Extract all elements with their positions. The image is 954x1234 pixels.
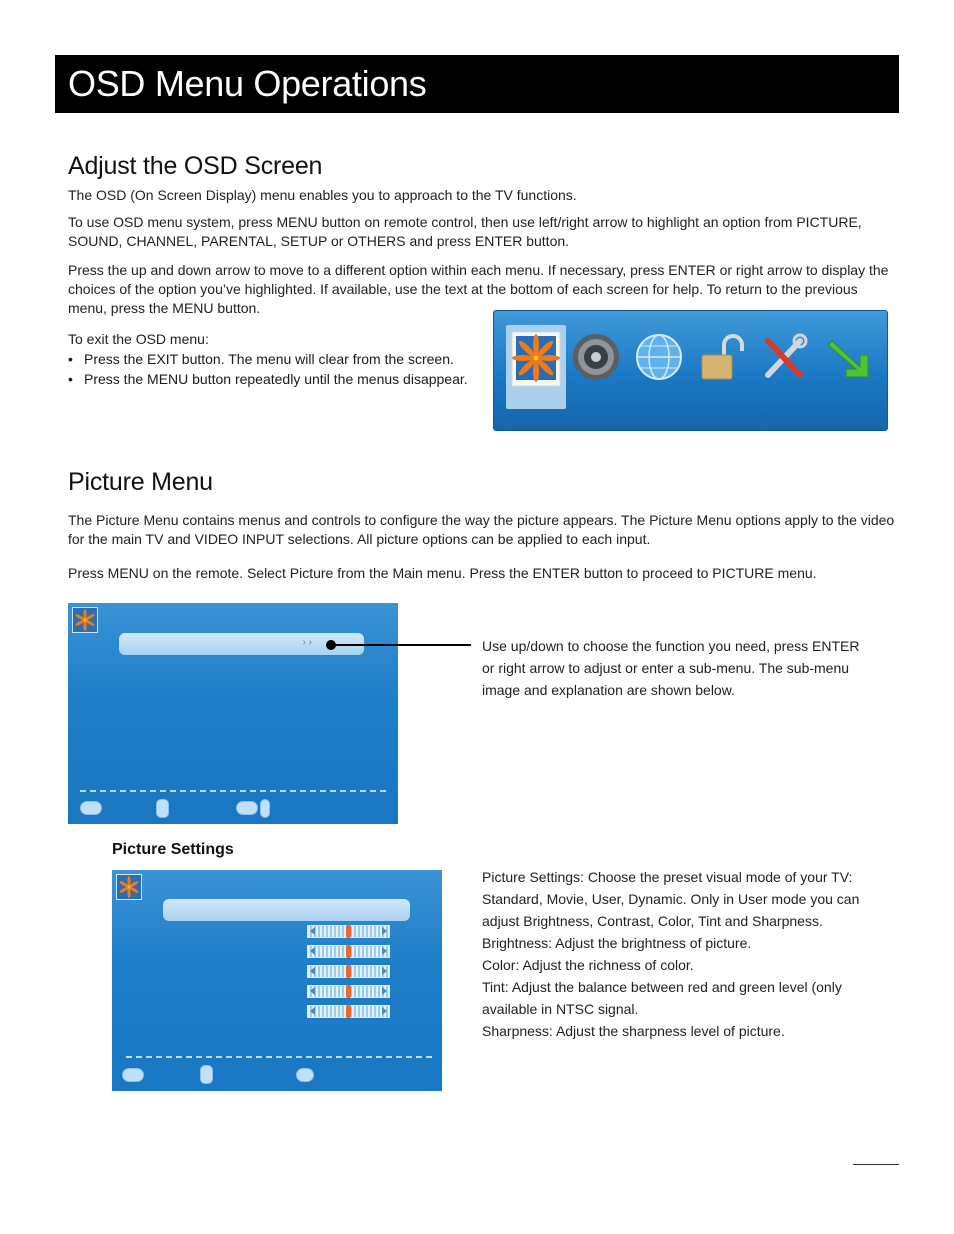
desc-line: Tint: Adjust the balance between red and green level (only available in NTSC signal. — [482, 979, 842, 1017]
osd-divider — [126, 1056, 432, 1058]
menu-key-indicator — [122, 1068, 144, 1082]
desc-line: Brightness: Adjust the brightness of picture. — [482, 935, 752, 951]
adjust-paragraph-3: Press the up and down arrow to move to a different option within each menu. If necessary, press ENTER or right arrow to display the choices of the option you’ve highlighted. If available, use the text at the bottom of each screen for help. To return to the previous menu, press the MENU button. — [68, 262, 889, 316]
adjust-paragraph-1: The OSD (On Screen Display) menu enables you to approach to the TV functions. — [68, 187, 577, 203]
header-banner — [55, 55, 899, 113]
slider-knob[interactable] — [346, 965, 351, 978]
picture-settings-heading: Picture Settings — [112, 841, 234, 858]
picture-icon — [511, 331, 561, 387]
parental-lock-icon — [698, 333, 746, 381]
picture-menu-callout: Use up/down to choose the function you need, press ENTER or right arrow to adjust or enter a sub-menu. The sub-menu image and explanation are shown below. — [482, 638, 860, 698]
page-title: OSD Menu Operations — [68, 63, 427, 104]
slider-knob[interactable] — [346, 945, 351, 958]
desc-line: Picture Settings: Choose the preset visual mode of your TV: Standard, Movie, User, Dynamic. Only in User mode you can adjust Brightness, Contrast, Color, Tint and Sharpness. — [482, 869, 860, 929]
leftright-key-indicator — [296, 1068, 314, 1082]
sound-speaker-icon — [572, 333, 620, 381]
slider-knob[interactable] — [346, 925, 351, 938]
sharpness-slider[interactable] — [307, 1005, 390, 1018]
callout-dot — [326, 640, 336, 650]
desc-line: Sharpness: Adjust the sharpness level of picture. — [482, 1023, 785, 1039]
picture-menu-paragraph-2: Press MENU on the remote. Select Picture from the Main menu. Press the ENTER button to proceed to PICTURE menu. — [68, 565, 817, 581]
slider-knob[interactable] — [346, 985, 351, 998]
exit-bullet-item: • Press the MENU button repeatedly until the menus disappear. — [68, 369, 488, 389]
exit-bullet-item: • Press the EXIT button. The menu will clear from the screen. — [68, 349, 488, 369]
main-menu-icon-bar — [493, 310, 888, 431]
exit-intro: To exit the OSD menu: — [68, 331, 209, 347]
picture-menu-paragraph-1: The Picture Menu contains menus and controls to configure the way the picture appears. The Picture Menu options apply to the video for the main TV and VIDEO INPUT selections. All picture options can be applied to each input. — [68, 512, 895, 547]
page-footer-rule — [853, 1164, 899, 1165]
setup-tools-icon — [760, 333, 808, 381]
right-key-indicator — [260, 799, 270, 818]
section-heading-adjust: Adjust the OSD Screen — [68, 152, 323, 180]
slider-knob[interactable] — [346, 1005, 351, 1018]
updown-key-indicator — [156, 799, 169, 818]
picture-settings-osd-image — [112, 870, 442, 1091]
picture-icon — [116, 874, 142, 900]
submenu-arrows: › › — [302, 637, 312, 648]
callout-line — [331, 644, 471, 646]
desc-line: Color: Adjust the richness of color. — [482, 957, 694, 973]
picture-menu-osd-image — [68, 603, 398, 824]
section-heading-picture-menu: Picture Menu — [68, 468, 213, 496]
osd-divider — [80, 790, 386, 792]
highlighted-setting-item[interactable] — [163, 899, 410, 921]
picture-settings-description — [482, 866, 877, 1042]
contrast-slider[interactable] — [307, 945, 390, 958]
others-arrow-icon — [824, 333, 872, 381]
color-slider[interactable] — [307, 965, 390, 978]
tint-slider[interactable] — [307, 985, 390, 998]
enter-key-indicator — [236, 801, 258, 815]
brightness-slider[interactable] — [307, 925, 390, 938]
channel-globe-icon — [635, 333, 683, 381]
menu-key-indicator — [80, 801, 102, 815]
exit-bullet-list — [68, 349, 488, 389]
picture-icon — [72, 607, 98, 633]
updown-key-indicator — [200, 1065, 213, 1084]
adjust-paragraph-2: To use OSD menu system, press MENU button on remote control, then use left/right arrow to highlight an option from PICTURE, SOUND, CHANNEL, PARENTAL, SETUP or OTHERS and press ENTER button. — [68, 214, 862, 249]
